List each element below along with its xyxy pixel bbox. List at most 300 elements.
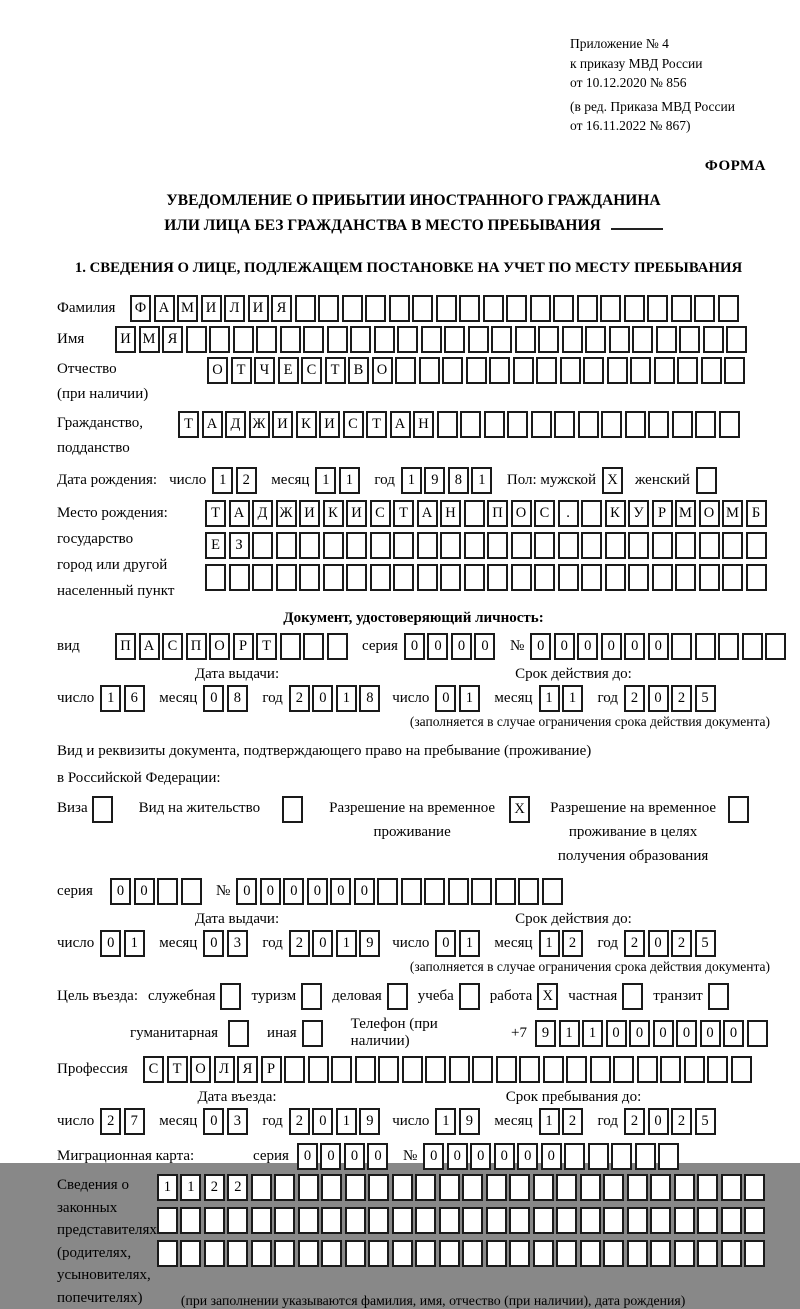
- stay-doc-options-row: [57, 796, 770, 868]
- form-cell: [466, 357, 487, 384]
- form-cell: [346, 532, 367, 559]
- form-cell: [542, 878, 563, 905]
- form-cell: [472, 1056, 493, 1083]
- stay-doc-validity-note: (заполняется в случае ограничения срока действия документа): [409, 959, 770, 975]
- form-cell: А: [417, 500, 438, 527]
- purpose-business-checkbox: [387, 983, 408, 1010]
- form-cell: И: [319, 411, 340, 438]
- appendix-line: Приложение № 4: [570, 36, 669, 51]
- form-cell: Е: [278, 357, 299, 384]
- form-cell: [518, 878, 539, 905]
- form-cell: З: [229, 532, 250, 559]
- form-cell: Д: [225, 411, 246, 438]
- representatives-block: [57, 1174, 770, 1309]
- form-cell: [489, 357, 510, 384]
- form-cell: [699, 564, 720, 591]
- form-cell: [600, 295, 621, 322]
- form-cell: [742, 633, 763, 660]
- residence-checkbox: [282, 796, 303, 823]
- form-cell: [397, 326, 418, 353]
- form-cell: 1: [124, 930, 145, 957]
- form-cell: [491, 326, 512, 353]
- purpose-other-checkbox: [302, 1020, 323, 1047]
- form-cell: 2: [671, 1108, 692, 1135]
- form-cell: [345, 1240, 366, 1267]
- form-cell: [370, 532, 391, 559]
- patronymic-label: [57, 357, 207, 407]
- stay-until-year: [624, 1108, 718, 1135]
- form-cell: 1: [459, 930, 480, 957]
- form-cell: [424, 878, 445, 905]
- form-cell: [276, 532, 297, 559]
- form-cell: [392, 1240, 413, 1267]
- form-cell: 3: [227, 1108, 248, 1135]
- form-cell: [421, 326, 442, 353]
- form-title-line1: УВЕДОМЛЕНИЕ О ПРИБЫТИИ ИНОСТРАННОГО ГРАЖДАНИНА: [166, 191, 661, 209]
- form-cell: А: [139, 633, 160, 660]
- form-cell: [556, 1207, 577, 1234]
- form-cell: 0: [494, 1143, 515, 1170]
- form-cell: [459, 295, 480, 322]
- form-cell: 0: [283, 878, 304, 905]
- form-cell: 8: [227, 685, 248, 712]
- form-cell: [378, 1056, 399, 1083]
- form-cell: [650, 1207, 671, 1234]
- section1-heading: 1. СВЕДЕНИЯ О ЛИЦЕ, ПОДЛЕЖАЩЕМ ПОСТАНОВКЕ НА УЧЕТ ПО МЕСТУ ПРЕБЫВАНИЯ: [74, 260, 743, 277]
- form-cell: С: [370, 500, 391, 527]
- form-cell: И: [299, 500, 320, 527]
- form-cell: 0: [653, 1020, 674, 1047]
- form-cell: А: [229, 500, 250, 527]
- profession-row: [57, 1056, 770, 1083]
- birth-place-label-line3: город или другой: [57, 557, 168, 574]
- form-cell: [370, 564, 391, 591]
- form-cell: [656, 326, 677, 353]
- form-cell: Н: [413, 411, 434, 438]
- purpose-row1: [57, 983, 770, 1010]
- form-cell: 9: [459, 1108, 480, 1135]
- form-cell: С: [534, 500, 555, 527]
- form-cell: 0: [427, 633, 448, 660]
- form-cell: 2: [204, 1174, 225, 1201]
- form-cell: М: [675, 500, 696, 527]
- purpose-option-label: работа: [489, 988, 533, 1005]
- form-cell: [674, 1174, 695, 1201]
- form-cell: К: [296, 411, 317, 438]
- form-cell: [345, 1174, 366, 1201]
- form-cell: 0: [648, 930, 669, 957]
- form-cell: [331, 1056, 352, 1083]
- migration-card-row: [57, 1143, 770, 1170]
- form-cell: 1: [459, 685, 480, 712]
- form-cell: [251, 1207, 272, 1234]
- form-cell: У: [628, 500, 649, 527]
- form-cell: И: [346, 500, 367, 527]
- identity-doc-number-cells: [530, 633, 789, 660]
- migration-series-label: серия: [253, 1148, 289, 1165]
- form-cell: [630, 357, 651, 384]
- form-cell: [374, 326, 395, 353]
- form-cell: [321, 1174, 342, 1201]
- form-cell: 0: [307, 878, 328, 905]
- day-label: число: [57, 1113, 95, 1130]
- form-cell: 0: [134, 878, 155, 905]
- stay-doc-valid-day: [435, 930, 482, 957]
- form-cell: [368, 1207, 389, 1234]
- form-cell: [440, 564, 461, 591]
- form-cell: [603, 1240, 624, 1267]
- form-cell: [628, 564, 649, 591]
- form-cell: Л: [224, 295, 245, 322]
- forma-label: ФОРМА: [704, 157, 766, 174]
- form-cell: [280, 633, 301, 660]
- stay-doc-issue-day: [100, 930, 147, 957]
- identity-issue-month: [203, 685, 250, 712]
- form-cell: 9: [424, 467, 445, 494]
- form-cell: [448, 878, 469, 905]
- form-cell: 1: [336, 930, 357, 957]
- form-cell: [718, 633, 739, 660]
- form-cell: [496, 1056, 517, 1083]
- form-cell: [274, 1240, 295, 1267]
- form-cell: [627, 1207, 648, 1234]
- form-cell: [395, 357, 416, 384]
- form-cell: 2: [289, 930, 310, 957]
- purpose-option-label: туризм: [251, 988, 297, 1005]
- form-cell: [724, 357, 745, 384]
- form-cell: 5: [695, 1108, 716, 1135]
- form-cell: [635, 1143, 656, 1170]
- form-cell: Я: [162, 326, 183, 353]
- form-cell: [627, 1240, 648, 1267]
- purpose-official-checkbox: [220, 983, 241, 1010]
- form-cell: [721, 1240, 742, 1267]
- gender-male-label: Пол: мужской: [506, 472, 597, 489]
- form-cell: [256, 326, 277, 353]
- form-cell: [566, 1056, 587, 1083]
- form-cell: С: [343, 411, 364, 438]
- form-cell: [558, 564, 579, 591]
- gender-male-checkbox: X: [602, 467, 623, 494]
- form-cell: [611, 1143, 632, 1170]
- representatives-label-line: представителях: [57, 1222, 157, 1239]
- purpose-option-label: гуманитарная: [130, 1024, 219, 1041]
- identity-doc-dates-row: [57, 685, 770, 712]
- day-label: число: [392, 690, 430, 707]
- form-cell: [486, 1207, 507, 1234]
- form-cell: П: [487, 500, 508, 527]
- form-cell: [252, 532, 273, 559]
- form-cell: [507, 411, 528, 438]
- form-cell: [393, 532, 414, 559]
- appendix-line: от 10.12.2020 № 856: [570, 75, 687, 91]
- form-cell: 2: [562, 1108, 583, 1135]
- form-cell: Т: [325, 357, 346, 384]
- birth-year-cells: [401, 467, 495, 494]
- form-cell: 1: [562, 685, 583, 712]
- form-cell: [511, 564, 532, 591]
- form-cell: 0: [474, 633, 495, 660]
- stay-doc-issue-year: [289, 930, 383, 957]
- form-cell: [650, 1240, 671, 1267]
- form-cell: [274, 1207, 295, 1234]
- form-cell: 2: [236, 467, 257, 494]
- form-cell: [718, 295, 739, 322]
- form-cell: С: [143, 1056, 164, 1083]
- form-cell: [327, 326, 348, 353]
- form-cell: [675, 564, 696, 591]
- form-cell: Ч: [254, 357, 275, 384]
- form-cell: 0: [330, 878, 351, 905]
- stay-until-month: [539, 1108, 586, 1135]
- form-cell: [468, 326, 489, 353]
- migration-number-cells: [423, 1143, 682, 1170]
- form-cell: .: [558, 500, 579, 527]
- form-cell: 2: [671, 930, 692, 957]
- form-cell: [588, 1143, 609, 1170]
- form-cell: О: [511, 500, 532, 527]
- purpose-transit-checkbox: [708, 983, 729, 1010]
- form-cell: [280, 326, 301, 353]
- form-cell: [377, 878, 398, 905]
- form-cell: [284, 1056, 305, 1083]
- form-cell: 1: [539, 685, 560, 712]
- form-cell: М: [139, 326, 160, 353]
- form-cell: 3: [227, 930, 248, 957]
- form-cell: П: [186, 633, 207, 660]
- form-title-line2: ИЛИ ЛИЦА БЕЗ ГРАЖДАНСТВА В МЕСТО ПРЕБЫВАНИЯ: [164, 216, 601, 234]
- purpose-option-label: деловая: [332, 988, 382, 1005]
- form-cell: [744, 1174, 765, 1201]
- form-cell: [580, 1207, 601, 1234]
- stay-until-header: Срок пребывания до:: [505, 1089, 642, 1106]
- visa-checkbox: [92, 796, 113, 823]
- form-cell: 0: [723, 1020, 744, 1047]
- year-label: год: [262, 935, 283, 952]
- name-row: [57, 326, 770, 353]
- gender-female-checkbox: [696, 467, 717, 494]
- form-cell: 1: [435, 1108, 456, 1135]
- form-cell: Я: [271, 295, 292, 322]
- identity-doc-row: [57, 633, 770, 660]
- patronymic-cells: [207, 357, 748, 384]
- form-cell: [157, 878, 178, 905]
- representatives-note: (при заполнении указываются фамилия, имя, отчество (при наличии), дата рождения): [180, 1293, 686, 1309]
- form-cell: [699, 532, 720, 559]
- form-cell: 1: [180, 1174, 201, 1201]
- form-cell: [533, 1174, 554, 1201]
- form-cell: Т: [256, 633, 277, 660]
- form-cell: С: [162, 633, 183, 660]
- form-cell: М: [722, 500, 743, 527]
- purpose-option-label: учеба: [417, 988, 454, 1005]
- form-cell: Я: [237, 1056, 258, 1083]
- form-cell: [581, 564, 602, 591]
- form-cell: 2: [624, 1108, 645, 1135]
- stay-doc-issue-header: Дата выдачи:: [194, 911, 280, 928]
- form-cell: [543, 1056, 564, 1083]
- form-cell: [747, 1020, 768, 1047]
- stay-until-day: [435, 1108, 482, 1135]
- form-cell: [625, 411, 646, 438]
- form-cell: [601, 411, 622, 438]
- form-cell: Т: [231, 357, 252, 384]
- representatives-label-line: Сведения о: [57, 1177, 129, 1194]
- form-cell: [227, 1240, 248, 1267]
- stay-doc-series-label: серия: [57, 883, 93, 900]
- form-cell: 1: [582, 1020, 603, 1047]
- birth-place-block: [57, 500, 770, 604]
- form-cell: [697, 1174, 718, 1201]
- surname-row: [57, 295, 770, 322]
- form-cell: К: [323, 500, 344, 527]
- form-cell: [484, 411, 505, 438]
- form-cell: [613, 1056, 634, 1083]
- stay-doc-intro1: Вид и реквизиты документа, подтверждающего право на пребывание (проживание): [57, 743, 592, 760]
- patronymic-label-line1: Отчество: [57, 361, 117, 378]
- phone-prefix: +7: [511, 1024, 527, 1041]
- form-cell: [722, 564, 743, 591]
- form-cell: [556, 1174, 577, 1201]
- month-label: месяц: [494, 690, 533, 707]
- form-cell: [577, 295, 598, 322]
- phone-label: Телефон (при наличии): [350, 1016, 438, 1050]
- form-cell: 0: [648, 1108, 669, 1135]
- stay-doc-number-cells: [236, 878, 565, 905]
- form-cell: О: [372, 357, 393, 384]
- day-label: число: [57, 935, 95, 952]
- form-cell: [425, 1056, 446, 1083]
- form-cell: А: [390, 411, 411, 438]
- entry-dates-row: [57, 1108, 770, 1135]
- identity-validity-note: (заполняется в случае ограничения срока действия документа): [409, 714, 770, 730]
- entry-day: [100, 1108, 147, 1135]
- form-cell: [181, 878, 202, 905]
- birth-place-label-line1: Место рождения:: [57, 505, 168, 522]
- form-cell: [697, 1207, 718, 1234]
- temp-residence-label: [329, 796, 495, 844]
- form-cell: [744, 1240, 765, 1267]
- form-cell: 1: [157, 1174, 178, 1201]
- form-cell: [697, 1240, 718, 1267]
- form-cell: [274, 1174, 295, 1201]
- form-cell: [624, 295, 645, 322]
- temp-residence-label-line2: проживание: [373, 824, 451, 841]
- form-cell: [684, 1056, 705, 1083]
- form-cell: [389, 295, 410, 322]
- citizenship-row: [57, 411, 770, 461]
- form-cell: Б: [746, 500, 767, 527]
- birth-place-label-line2: государство: [57, 531, 134, 548]
- form-cell: [486, 1174, 507, 1201]
- form-cell: [298, 1174, 319, 1201]
- form-cell: 0: [203, 1108, 224, 1135]
- form-cell: [731, 1056, 752, 1083]
- phone-cells: [535, 1020, 770, 1047]
- form-cell: О: [190, 1056, 211, 1083]
- form-cell: [393, 564, 414, 591]
- form-cell: [671, 295, 692, 322]
- month-label: месяц: [159, 1113, 198, 1130]
- form-cell: [205, 564, 226, 591]
- temp-residence-checkbox: X: [509, 796, 530, 823]
- form-cell: [558, 532, 579, 559]
- form-cell: [637, 1056, 658, 1083]
- form-cell: 0: [700, 1020, 721, 1047]
- name-label: Имя: [57, 331, 85, 348]
- form-cell: 0: [676, 1020, 697, 1047]
- form-cell: 0: [451, 633, 472, 660]
- form-cell: [658, 1143, 679, 1170]
- representatives-label-line: усыновителях,: [57, 1267, 151, 1284]
- representatives-label-line: (родителях,: [57, 1244, 132, 1261]
- identity-doc-kind-label: вид: [57, 638, 80, 655]
- form-cell: 0: [100, 930, 121, 957]
- form-cell: [530, 295, 551, 322]
- form-cell: [464, 500, 485, 527]
- year-label: год: [597, 690, 618, 707]
- form-cell: [464, 532, 485, 559]
- residence-label: Вид на жительство: [138, 800, 261, 817]
- form-cell: 0: [435, 930, 456, 957]
- form-cell: 0: [203, 930, 224, 957]
- form-cell: 0: [435, 685, 456, 712]
- form-cell: [415, 1174, 436, 1201]
- form-cell: [276, 564, 297, 591]
- form-cell: И: [248, 295, 269, 322]
- form-cell: [487, 532, 508, 559]
- form-cell: 2: [289, 1108, 310, 1135]
- form-cell: [679, 326, 700, 353]
- form-cell: [251, 1240, 272, 1267]
- form-cell: 2: [624, 930, 645, 957]
- form-cell: 0: [447, 1143, 468, 1170]
- form-cell: 1: [336, 1108, 357, 1135]
- form-cell: [350, 326, 371, 353]
- appendix-block: [570, 34, 770, 136]
- form-cell: М: [177, 295, 198, 322]
- form-cell: В: [348, 357, 369, 384]
- identity-valid-year: [624, 685, 718, 712]
- form-cell: [583, 357, 604, 384]
- form-cell: [439, 1240, 460, 1267]
- month-label: месяц: [159, 935, 198, 952]
- form-cell: [327, 633, 348, 660]
- form-cell: [483, 295, 504, 322]
- form-cell: 1: [559, 1020, 580, 1047]
- purpose-option-label: иная: [267, 1024, 297, 1041]
- form-cell: [365, 295, 386, 322]
- year-label: год: [597, 1113, 618, 1130]
- form-cell: [744, 1207, 765, 1234]
- form-cell: 0: [110, 878, 131, 905]
- form-cell: [746, 564, 767, 591]
- temp-residence-edu-label: [550, 796, 716, 868]
- form-cell: 0: [236, 878, 257, 905]
- edition-line: от 16.11.2022 № 867): [570, 118, 691, 134]
- purpose-option-label: служебная: [147, 988, 216, 1005]
- form-cell: [204, 1207, 225, 1234]
- form-cell: 1: [401, 467, 422, 494]
- form-cell: [674, 1240, 695, 1267]
- form-cell: [511, 532, 532, 559]
- form-cell: 0: [297, 1143, 318, 1170]
- form-cell: [650, 1174, 671, 1201]
- stay-doc-valid-month: [539, 930, 586, 957]
- form-cell: 0: [312, 685, 333, 712]
- representatives-cells-row3: [157, 1240, 768, 1267]
- form-cell: И: [115, 326, 136, 353]
